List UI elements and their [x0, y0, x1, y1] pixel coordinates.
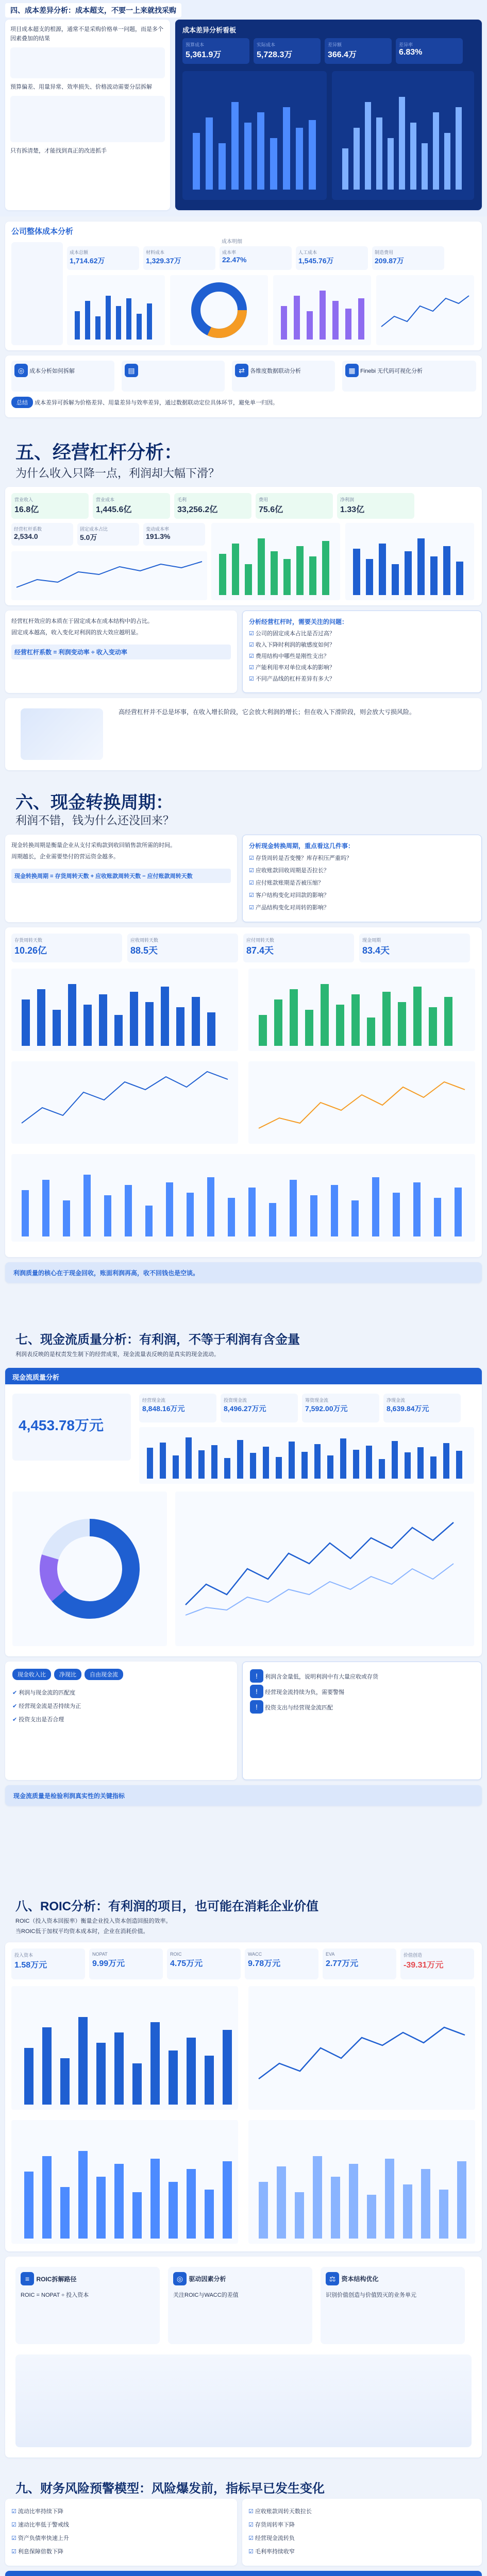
bullet-item [12, 1713, 230, 1726]
kpi-card [143, 523, 205, 546]
kpi-card [77, 523, 139, 546]
check-icon: ☑ [249, 892, 256, 899]
dashboard-card [175, 20, 482, 210]
intro-1: ROIC（投入资本回报率）衡量企业投入资本创造回报的效率。 [15, 1918, 172, 1924]
kpi-card [11, 523, 73, 546]
kpi-label: 经营杠杆系数 [14, 527, 42, 532]
risk-text: 资产负债率快速上升 [18, 2535, 69, 2541]
bullet-item [12, 1700, 230, 1713]
callout-label: 驱动因素分析 [189, 2275, 226, 2283]
questions-list [249, 628, 475, 685]
warning-item [250, 1685, 474, 1700]
risk-list [11, 2505, 231, 2558]
kpi-card [127, 934, 238, 962]
kpi-label: 营业成本 [96, 497, 115, 502]
question-text: 应收账款回收周期是否拉长？ [255, 868, 329, 874]
kpi-label: 制造费用 [375, 250, 394, 255]
risk-text: 存货周转率下降 [255, 2522, 295, 2528]
total-value: 4,453.78万元 [19, 1417, 104, 1433]
leverage-explanation [5, 611, 237, 693]
section-title: 八、ROIC分析：有利润的项目，也可能在消耗企业价值 [15, 1900, 318, 1913]
note-3: 只有拆清楚，才能找到真正的改进抓手 [10, 148, 107, 154]
cash-note [5, 1262, 482, 1283]
kpi-value: 1,714.62万 [70, 257, 105, 265]
kpi-row [11, 1948, 474, 1979]
risk-item [248, 2505, 476, 2518]
kpi-card [167, 1948, 241, 1979]
check-icon: ✔ [12, 1690, 19, 1696]
kpi-value: 88.5天 [130, 945, 158, 956]
section-operating-leverage [0, 428, 487, 778]
kpi-label: 应付周转天数 [246, 938, 275, 943]
bar-chart-dark-2 [332, 71, 474, 200]
check-icon: ✔ [12, 1703, 19, 1709]
risk-item [248, 2545, 476, 2558]
kpi-value: 5.0万 [80, 533, 97, 541]
donut-chart [12, 1492, 167, 1646]
section-roic [0, 1886, 487, 2468]
risk-item [248, 2532, 476, 2545]
kpi-card [89, 1948, 163, 1979]
question-text: 应付账款账期是否被压缩？ [255, 880, 324, 886]
section-title: 九、财务风险预警模型：风险爆发前，指标早已发生变化 [15, 2482, 325, 2496]
roic-dashboard [5, 1942, 482, 2251]
cashflow-dashboard [5, 1368, 482, 1656]
kpi-value: 7,592.00万元 [305, 1404, 348, 1413]
company-cost-callouts [5, 355, 482, 417]
kpi-card [323, 1948, 396, 1979]
cost-charts [67, 275, 474, 345]
callout-box [11, 361, 114, 392]
section-risk-warning [0, 2468, 487, 2576]
warning-text: 投资支出与经营现金流匹配 [265, 1705, 333, 1711]
leverage-charts [211, 523, 474, 600]
kpi-card [139, 1394, 216, 1422]
note-2: 预算偏差、用量异常、效率损失、价格波动需要分层拆解 [10, 84, 152, 90]
kpi-value: 8,639.84万元 [387, 1404, 429, 1413]
kpi-label: EVA [326, 1952, 335, 1957]
section-title: 五、经营杠杆分析： [15, 442, 183, 463]
kpi-label: 成本率 [222, 250, 237, 255]
kpi-value: 4.75万元 [170, 1959, 203, 1968]
kpi-row [11, 934, 470, 962]
kpi-value: 33,256.2亿 [177, 505, 218, 514]
questions-title: 分析经营杠杆时，需要关注的问题： [249, 618, 348, 625]
total-card [12, 1394, 131, 1461]
kpi-label: 预算成本 [186, 42, 205, 47]
question-item [249, 902, 475, 914]
kpi-card [11, 934, 122, 962]
risk-text: 毛利率持续收窄 [255, 2549, 295, 2555]
kpi-card [220, 246, 292, 270]
note-1: 项目成本超支的根源，通常不是采购价格单一问题，而是多个因素叠加的结果 [10, 26, 163, 42]
link-icon: ⇄ [235, 364, 248, 377]
kpi-value: 5,728.3万 [257, 50, 293, 59]
check-icon: ☑ [248, 2522, 255, 2528]
question-text: 存货周转是否变慢？库存积压严重吗？ [255, 855, 352, 861]
roic-charts [11, 1986, 475, 2244]
kpi-card [182, 38, 249, 64]
section-subtitle: 利润不错，钱为什么还没回来？ [15, 814, 175, 827]
kpi-card [93, 493, 170, 519]
kpi-card [11, 493, 89, 519]
check-icon: ☑ [11, 2509, 18, 2515]
risk-text: 经营现金流转负 [255, 2535, 295, 2541]
question-text: 费用结构中哪些是刚性支出？ [255, 653, 329, 659]
kpi-value: 9.99万元 [92, 1959, 125, 1968]
section-subtitle: 为什么收入只降一点，利润却大幅下滑？ [15, 467, 220, 480]
callout-label: 资本结构优化 [341, 2275, 379, 2283]
warning-item [250, 1700, 474, 1716]
kpi-label: 差异率 [399, 42, 413, 47]
summary-row [11, 397, 278, 408]
dashboard-header [5, 2571, 482, 2576]
check-icon: ☑ [11, 2522, 18, 2528]
question-item [249, 889, 475, 902]
roic-illustration [15, 2354, 472, 2447]
section-company-cost [0, 216, 487, 422]
kpi-value: 6.83% [399, 48, 423, 57]
kpi-value: 16.8亿 [14, 505, 39, 514]
kpi-label: 净现金流 [387, 1398, 406, 1403]
leverage-dashboard [5, 487, 482, 605]
kpi-label: 投资现金流 [224, 1398, 247, 1403]
section-title: 四、成本差异分析：成本超支，不要一上来就找采购 [5, 3, 181, 18]
kpi-value: 8,848.16万元 [142, 1404, 185, 1413]
question-item [249, 651, 475, 662]
section-cash-conversion [0, 778, 487, 1319]
kpi-value: 1.58万元 [14, 1961, 47, 1970]
check-icon: ☑ [248, 2535, 255, 2541]
section-cashflow-quality [0, 1319, 487, 1886]
illustration [21, 708, 103, 760]
callout-text: 识别价值创造与价值毁灭的业务单元 [326, 2292, 416, 2298]
risk-list [248, 2505, 476, 2558]
cashflow-bars [139, 1427, 474, 1484]
risk-item [11, 2505, 231, 2518]
kpi-value: 75.6亿 [259, 505, 283, 514]
risk-item [11, 2545, 231, 2558]
kpi-value: 1,329.37万 [146, 257, 181, 265]
pill-row [12, 1669, 230, 1680]
callout-label: 各维度数据联动分析 [250, 368, 301, 375]
kpi-value: 22.47% [222, 256, 247, 264]
check-icon: ☑ [249, 631, 256, 637]
dashboard-kpis [182, 38, 463, 64]
kpi-card [11, 1948, 85, 1979]
kpi-label: 存货周转天数 [14, 938, 43, 943]
risk-item [11, 2518, 231, 2532]
callout-box [321, 2267, 465, 2344]
kpi-value: 1.33亿 [340, 505, 365, 514]
callout-box [15, 2267, 160, 2344]
pill[interactable]: 现金收入比 [12, 1669, 51, 1680]
grid-icon: ▦ [345, 364, 359, 377]
kpi-value: 8,496.27万元 [224, 1404, 266, 1413]
kpi-label: 差异额 [328, 42, 342, 47]
explanation-1: 现金转换周期是衡量企业从支付采购款到收回销售款所需的时间。 [11, 842, 176, 849]
question-item [249, 639, 475, 651]
kpi-value: -39.31万元 [404, 1961, 444, 1970]
leverage-questions [242, 611, 482, 693]
target-icon: ◎ [173, 2272, 187, 2285]
note-diagram [10, 47, 165, 78]
kpi-card [372, 246, 444, 270]
kpi-label: 实际成本 [257, 42, 276, 47]
check-icon: ☑ [249, 868, 256, 874]
kpi-card [174, 493, 251, 519]
callout-box [232, 361, 335, 392]
kpi-value: 1,445.6亿 [96, 505, 132, 514]
scale-icon: ⚖ [326, 2272, 339, 2285]
bulb-icon: ◎ [14, 364, 28, 377]
kpi-label: WACC [248, 1952, 262, 1957]
kpi-value: 10.26亿 [14, 945, 47, 956]
dashboard-title: 公司整体成本分析 [11, 227, 74, 236]
kpi-label: 毛利 [177, 497, 187, 502]
questions-list [249, 852, 475, 914]
check-icon: ☑ [248, 2549, 255, 2555]
risk-text: 利息保障倍数下降 [18, 2549, 63, 2555]
kpi-value: 191.3% [146, 532, 171, 540]
explanation-2: 固定成本越高，收入变化对利润的放大效应越明显。 [11, 630, 142, 636]
kpi-label: 成本总额 [70, 250, 89, 255]
question-text: 不同产品线的杠杆差异有多大？ [255, 676, 335, 682]
section-title: 六、现金转换周期： [15, 793, 173, 812]
formula-box: 经营杠杆系数 = 利润变动率 ÷ 收入变动率 [11, 645, 231, 659]
company-cost-dashboard [5, 222, 482, 350]
kpi-label: 现金周期 [362, 938, 381, 943]
check-icon: ☑ [249, 855, 256, 861]
kpi-card [302, 1394, 379, 1422]
warning-icon: ! [250, 1700, 263, 1714]
chart-icon: ▤ [125, 364, 138, 377]
kpi-row [67, 246, 444, 270]
kpi-value: 1,545.76万 [298, 257, 334, 265]
summary-text: 高经营杠杆并不总是坏事，在收入增长阶段，它会放大利润的增长；但在收入下滑阶段，则会放大亏损风险。 [119, 708, 416, 716]
roic-explain [5, 2257, 482, 2458]
table-header: 成本明细 [222, 239, 242, 245]
kpi-card [400, 1948, 474, 1979]
kpi-label: 筹资现金流 [305, 1398, 329, 1403]
pill[interactable]: 净现比 [54, 1669, 81, 1680]
callout-box [168, 2267, 312, 2344]
warning-icon: ! [250, 1685, 263, 1698]
kpi-label: ROIC [170, 1952, 182, 1957]
question-text: 产能利用率对单位成本的影响？ [255, 665, 335, 671]
dashboard-header [5, 1368, 482, 1384]
warning-icon: ! [250, 1669, 263, 1683]
kpi-card [396, 38, 463, 64]
check-icon: ☑ [249, 905, 256, 911]
question-text: 客户结构变化对回款的影响？ [255, 892, 329, 899]
callout-box [122, 361, 225, 392]
check-icon: ☑ [249, 642, 256, 648]
check-icon: ☑ [11, 2549, 18, 2555]
question-text: 公司的固定成本占比是否过高？ [255, 631, 335, 637]
kpi-row [139, 1394, 461, 1422]
question-text: 产品结构变化对周转的影响？ [255, 905, 329, 911]
cashflow-warnings [242, 1662, 482, 1780]
cashflow-note [5, 1785, 482, 1806]
kpi-card [359, 934, 470, 962]
bullet-text: 利润与现金流的匹配度 [19, 1690, 76, 1696]
kpi-label: 价值创造 [404, 1953, 423, 1958]
kpi-card [245, 1948, 318, 1979]
cash-dashboard [5, 927, 482, 1257]
note-text: 利润质量的核心在于现金回收，账面利润再高，收不回钱也是空谈。 [13, 1269, 199, 1277]
cashflow-line [175, 1492, 474, 1646]
cashflow-pills-card [5, 1662, 237, 1780]
kpi-value: 5,361.9万 [186, 50, 222, 59]
note-text: 现金流质量是检验利润真实性的关键指标 [13, 1792, 125, 1800]
question-item [249, 852, 475, 865]
warning-item [250, 1669, 474, 1685]
risk-left [5, 2499, 237, 2566]
callout-label: Finebi 无代码可视化分析 [360, 368, 423, 375]
kpi-label: 人工成本 [298, 250, 317, 255]
kpi-label: NOPAT [92, 1952, 108, 1957]
kpi-label: 材料成本 [146, 250, 165, 255]
filter-panel[interactable] [11, 242, 63, 345]
callout-text: 关注ROIC与WACC的差值 [173, 2292, 239, 2298]
kpi-label: 费用 [259, 497, 268, 502]
check-icon: ✔ [12, 1717, 19, 1723]
kpi-label: 净利润 [340, 497, 355, 502]
question-item [249, 662, 475, 673]
check-icon: ☑ [249, 653, 256, 659]
kpi-card [383, 1394, 461, 1422]
kpi-label: 营业收入 [14, 497, 33, 502]
formula-box: 现金转换周期 = 存货周转天数 + 应收账款周转天数 − 应付账款周转天数 [11, 869, 231, 883]
kpi-row-2 [11, 523, 205, 546]
questions-title: 分析现金转换周期，重点看这几件事： [249, 842, 355, 850]
kpi-card [67, 246, 139, 270]
question-item [249, 865, 475, 877]
kpi-value: 2.77万元 [326, 1959, 359, 1968]
warning-list [250, 1669, 474, 1716]
risk-text: 应收账款周转天数拉长 [255, 2509, 312, 2515]
explanation-1: 经营杠杆效应的本质在于固定成本在成本结构中的占比。 [11, 618, 153, 624]
callout-box [342, 361, 476, 392]
bullet-text: 投资支出是否合理 [19, 1717, 64, 1723]
leverage-line [11, 551, 207, 600]
kpi-card [143, 246, 215, 270]
kpi-card [296, 246, 368, 270]
callout-label: 成本分析如何拆解 [29, 368, 75, 375]
section-cost-variance [0, 0, 487, 216]
question-text: 收入下降时利润的敏感度如何？ [255, 642, 335, 648]
section-title: 七、现金流质量分析：有利润，不等于利润有含金量 [15, 1333, 300, 1347]
kpi-label: 投入资本 [14, 1953, 33, 1958]
kpi-label: 固定成本占比 [80, 527, 108, 532]
note-diagram-2 [10, 96, 165, 142]
check-icon: ☑ [249, 880, 256, 886]
kpi-label: 应收周转天数 [130, 938, 159, 943]
callout-text: ROIC = NOPAT ÷ 投入资本 [21, 2292, 89, 2298]
summary-text: 成本差异可拆解为价格差异、用量差异与效率差异，通过数据联动定位具体环节，避免单一归因。 [35, 400, 279, 406]
risk-text: 速动比率低于警戒线 [18, 2522, 69, 2528]
kpi-value: 209.87万 [375, 257, 404, 265]
check-icon: ☑ [249, 665, 256, 671]
dashboard-title: 成本差异分析看板 [182, 26, 237, 34]
risk-text: 流动比率持续下降 [18, 2509, 63, 2515]
explanation-2: 周期越长，企业需要垫付的营运资金越多。 [11, 854, 119, 860]
warning-text: 利润含金量低，说明利润中有大量应收或存货 [265, 1674, 379, 1680]
dashboard-title: 现金流质量分析 [12, 1374, 60, 1381]
risk-item [11, 2532, 231, 2545]
callout-row [15, 2267, 465, 2344]
bullet-text: 经营现金流是否持续为正 [19, 1703, 81, 1709]
risk-dashboard [5, 2571, 482, 2576]
bar-chart-dark [182, 71, 327, 200]
cash-explanation [5, 835, 237, 922]
notes-card [5, 20, 170, 210]
leverage-summary [5, 698, 482, 770]
callout-row [11, 361, 476, 392]
kpi-value: 2,534.0 [14, 532, 38, 540]
risk-item [248, 2518, 476, 2532]
pill[interactable]: 自由现金流 [85, 1669, 123, 1680]
question-item [249, 628, 475, 639]
kpi-card [337, 493, 414, 519]
check-icon: ☑ [248, 2509, 255, 2515]
kpi-card [254, 38, 321, 64]
kpi-label: 变动成本率 [146, 527, 170, 532]
check-icon: ☑ [249, 676, 256, 682]
kpi-value: 9.78万元 [248, 1959, 281, 1968]
intro-text: 利润表反映的是权责发生制下的经营成果，现金流量表反映的是真实的现金流动。 [15, 1351, 220, 1358]
kpi-card [325, 38, 392, 64]
layers-icon: ≡ [21, 2272, 34, 2285]
kpi-value: 87.4天 [246, 945, 274, 956]
cash-charts [11, 969, 475, 1247]
warning-text: 经营现金流持续为负，需要警惕 [265, 1689, 345, 1696]
kpi-row [11, 493, 414, 519]
bullet-item [12, 1686, 230, 1700]
question-item [249, 877, 475, 889]
question-item [249, 673, 475, 685]
kpi-value: 83.4天 [362, 945, 390, 956]
risk-right [242, 2499, 482, 2566]
kpi-card [243, 934, 354, 962]
kpi-value: 366.4万 [328, 50, 357, 59]
summary-pill: 总结 [11, 397, 33, 408]
cash-questions [242, 835, 482, 922]
kpi-label: 经营现金流 [142, 1398, 166, 1403]
intro-2: 当ROIC低于加权平均资本成本时，企业在消耗价值。 [15, 1928, 149, 1935]
kpi-card [256, 493, 333, 519]
bullet-list [12, 1686, 230, 1726]
callout-label: ROIC拆解路径 [36, 2276, 77, 2283]
kpi-card [221, 1394, 298, 1422]
check-icon: ☑ [11, 2535, 18, 2541]
